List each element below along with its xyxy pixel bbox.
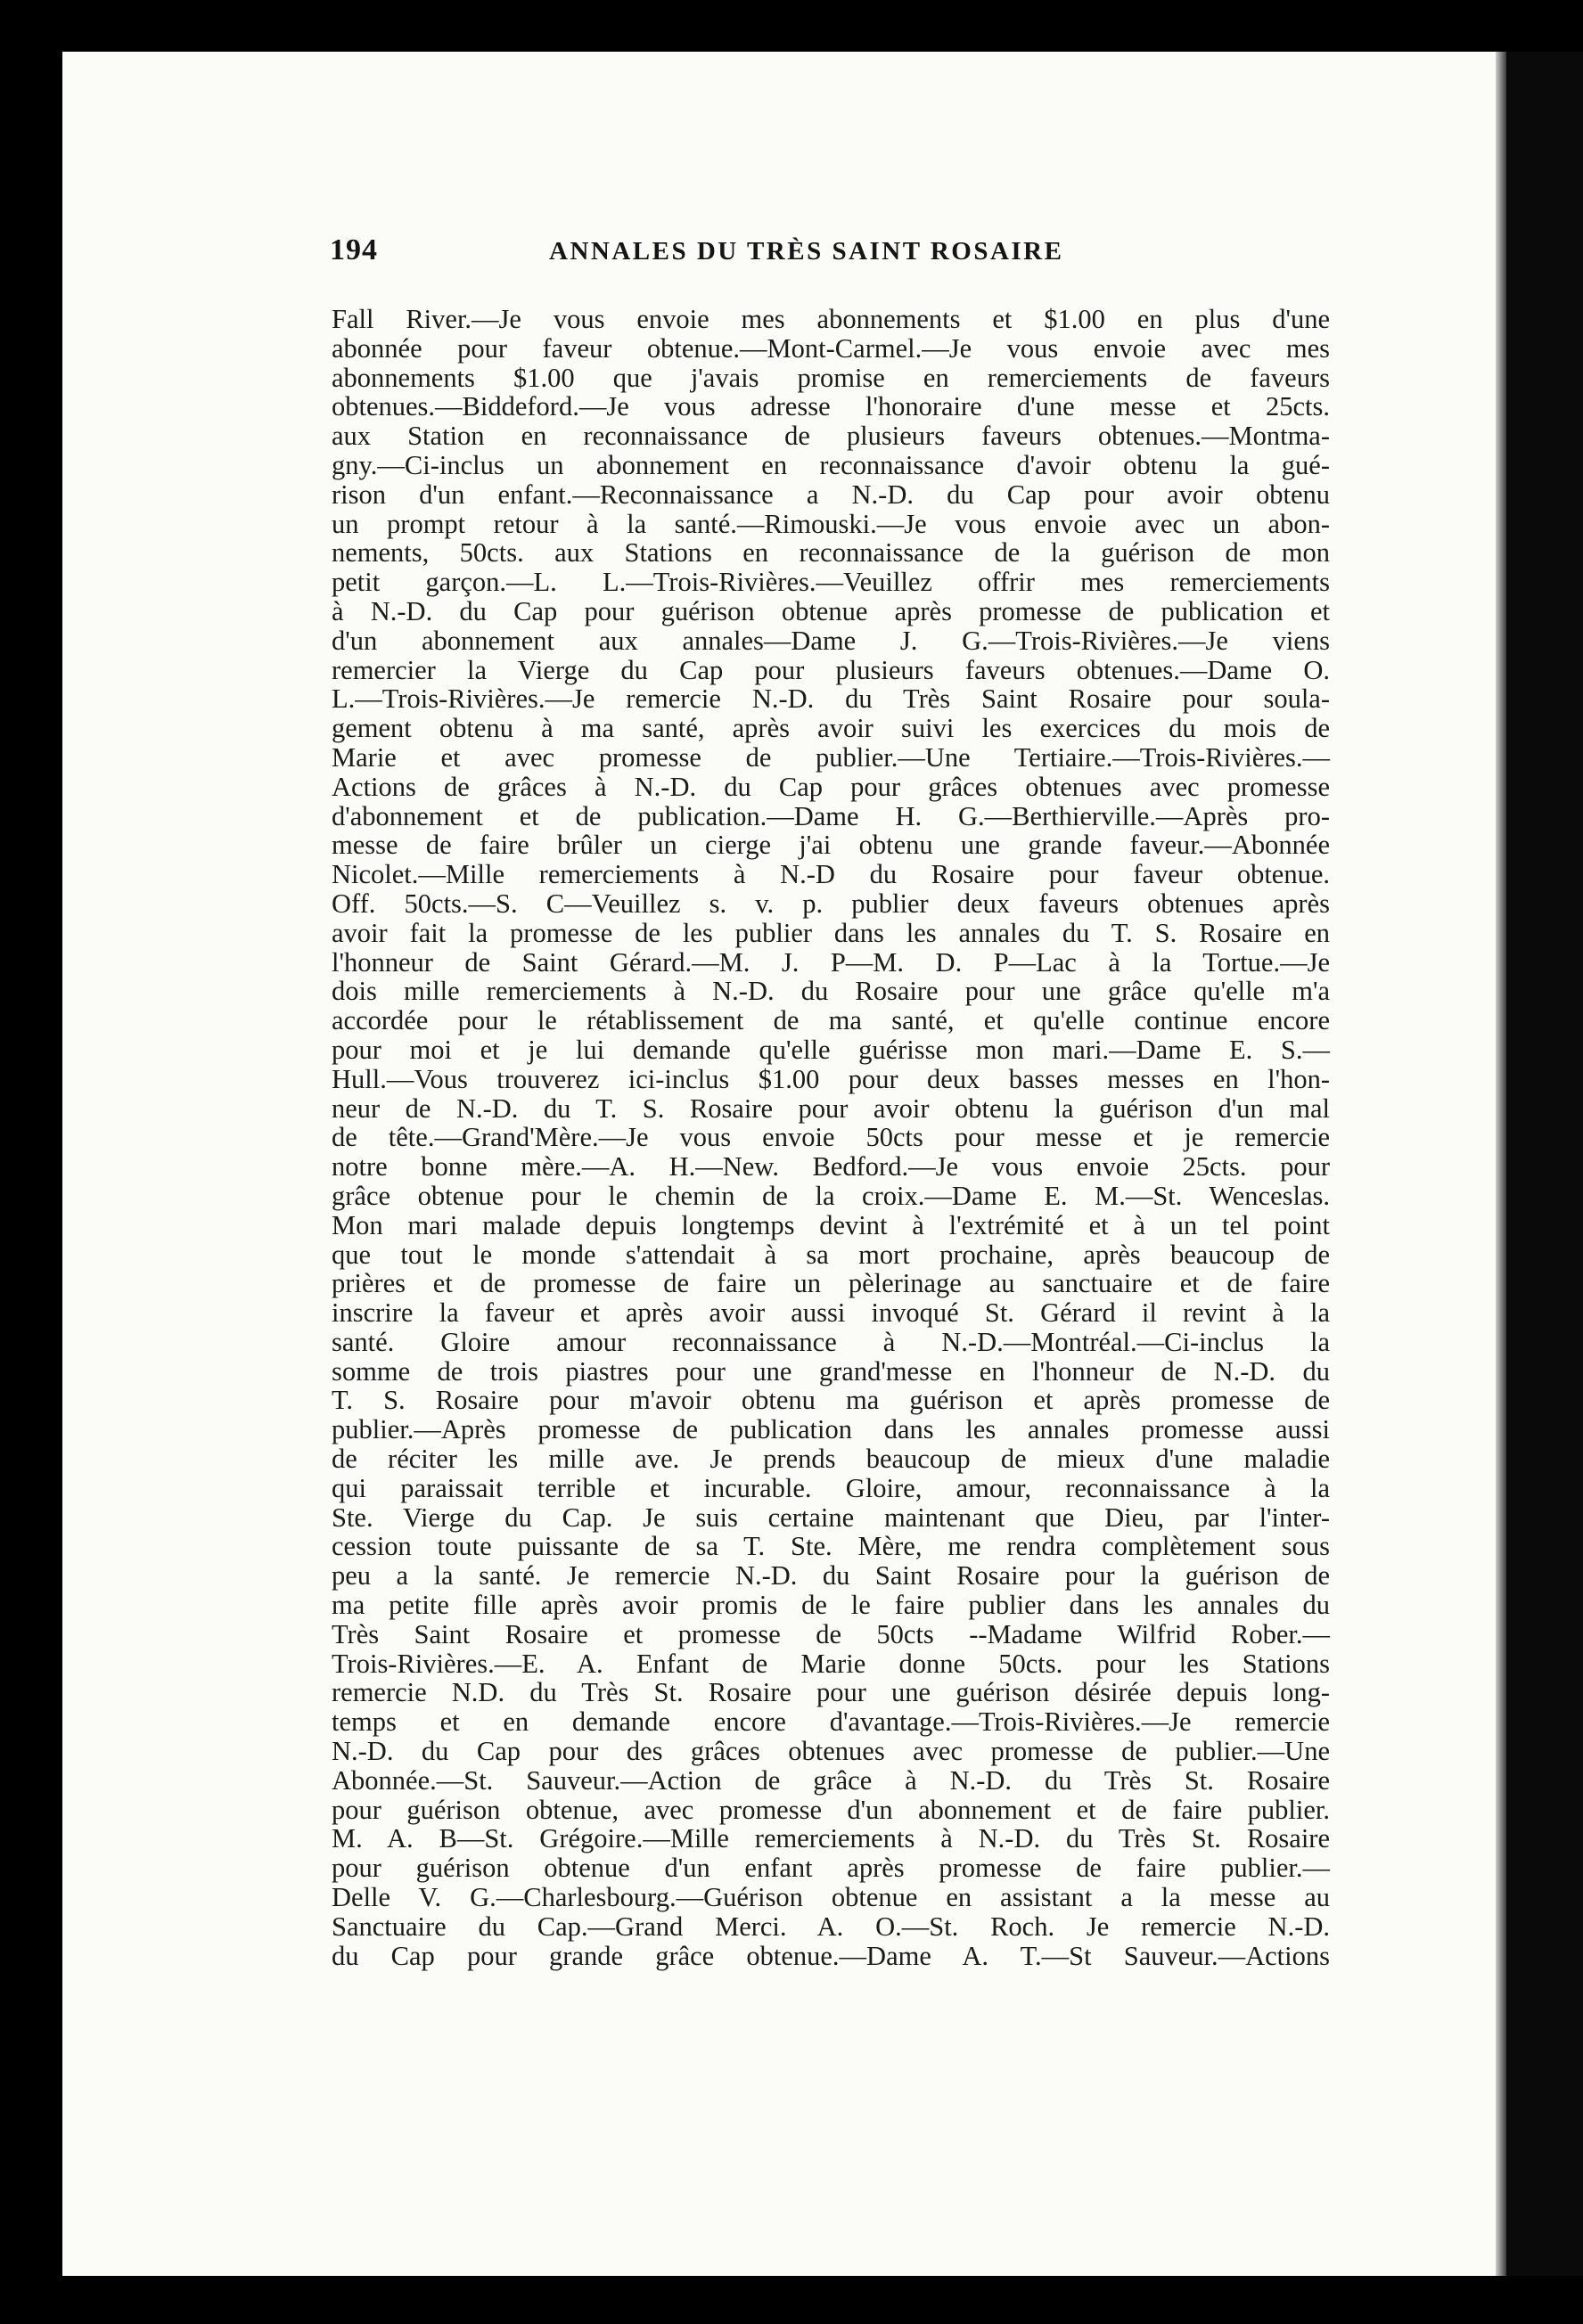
text-line: l'honneur de Saint Gérard.—M. J. P—M. D. P—Lac à la Tortue.—Je <box>332 946 1330 978</box>
text-line: obtenues.—Biddeford.—Je vous adresse l'honoraire d'une messe et 25cts. <box>332 391 1330 422</box>
text-line: rison d'un enfant.—Reconnaissance a N.-D. du Cap pour avoir obtenu <box>332 479 1330 510</box>
text-line: grâce obtenue pour le chemin de la croix.—Dame E. M.—St. Wenceslas. <box>332 1180 1330 1211</box>
text-line: de réciter les mille ave. Je prends beaucoup de mieux d'une maladie <box>332 1444 1330 1475</box>
text-line: notre bonne mère.—A. H.—New. Bedford.—Je vous envoie 25cts. pour <box>332 1151 1330 1182</box>
text-line: un prompt retour à la santé.—Rimouski.—Je vous envoie avec un abon- <box>332 508 1330 539</box>
text-line: abonnée pour faveur obtenue.—Mont-Carmel.—Je vous envoie avec mes <box>332 332 1330 364</box>
text-line: prières et de promesse de faire un pèlerinage au sanctuaire et de faire <box>332 1268 1330 1299</box>
text-line: Actions de grâces à N.-D. du Cap pour grâces obtenues avec promesse <box>332 771 1330 802</box>
text-line: publier.—Après promesse de publication dans les annales promesse aussi <box>332 1414 1330 1445</box>
text-line: du Cap pour grande grâce obtenue.—Dame A. T.—St Sauveur.—Actions <box>332 1940 1330 1971</box>
text-line: Fall River.—Je vous envoie mes abonnements et $1.00 en plus d'une <box>332 304 1330 334</box>
text-line: peu a la santé. Je remercie N.-D. du Saint Rosaire pour la guérison de <box>332 1560 1330 1592</box>
text-line: gement obtenu à ma santé, après avoir suivi les exercices du mois de <box>332 713 1330 744</box>
text-line: remercie N.D. du Très St. Rosaire pour une guérison désirée depuis long- <box>332 1677 1330 1708</box>
body-text <box>332 305 1330 1970</box>
text-line: Off. 50cts.—S. C—Veuillez s. v. p. publier deux faveurs obtenues après <box>332 888 1330 919</box>
text-line: Mon mari malade depuis longtemps devint à l'extrémité et à un tel point <box>332 1209 1330 1240</box>
text-line: santé. Gloire amour reconnaissance à N.-D.—Montréal.—Ci-inclus la <box>332 1326 1330 1357</box>
text-line: d'abonnement et de publication.—Dame H. G.—Berthierville.—Après pro- <box>332 800 1330 831</box>
text-line: Trois-Rivières.—E. A. Enfant de Marie donne 50cts. pour les Stations <box>332 1648 1330 1679</box>
text-line: pour guérison obtenue d'un enfant après promesse de faire publier.— <box>332 1853 1330 1884</box>
text-line: abonnements $1.00 que j'avais promise en remerciements de faveurs <box>332 362 1330 393</box>
text-line: Abonnée.—St. Sauveur.—Action de grâce à N.-D. du Très St. Rosaire <box>332 1764 1330 1796</box>
text-line: Ste. Vierge du Cap. Je suis certaine maintenant que Dieu, par l'inter- <box>332 1502 1330 1533</box>
text-line: T. S. Rosaire pour m'avoir obtenu ma guérison et après promesse de <box>332 1385 1330 1416</box>
text-line: inscrire la faveur et après avoir aussi invoqué St. Gérard il revint à la <box>332 1297 1330 1329</box>
text-line: pour moi et je lui demande qu'elle guérisse mon mari.—Dame E. S.— <box>332 1034 1330 1065</box>
text-line: avoir fait la promesse de les publier dans les annales du T. S. Rosaire en <box>332 917 1330 948</box>
text-line: pour guérison obtenue, avec promesse d'un abonnement et de faire publier. <box>332 1794 1330 1825</box>
text-line: Delle V. G.—Charlesbourg.—Guérison obtenue en assistant a la messe au <box>332 1882 1330 1913</box>
text-line: petit garçon.—L. L.—Trois-Rivières.—Veuillez offrir mes remerciements <box>332 567 1330 598</box>
text-line: Nicolet.—Mille remerciements à N.-D du Rosaire pour faveur obtenue. <box>332 859 1330 890</box>
running-title: ANNALES DU TRÈS SAINT ROSAIRE <box>549 237 1064 266</box>
text-line: remercier la Vierge du Cap pour plusieurs faveurs obtenues.—Dame O. <box>332 654 1330 685</box>
adjacent-page-strip <box>1506 52 1583 2276</box>
text-line: Très Saint Rosaire et promesse de 50cts --Madame Wilfrid Rober.— <box>332 1618 1330 1649</box>
text-line: nements, 50cts. aux Stations en reconnaissance de la guérison de mon <box>332 537 1330 569</box>
text-line: temps et en demande encore d'avantage.—Trois-Rivières.—Je remercie <box>332 1706 1330 1738</box>
running-header <box>330 233 1230 278</box>
page-number: 194 <box>330 233 378 266</box>
text-line: Hull.—Vous trouverez ici-inclus $1.00 pour deux basses messes en l'hon- <box>332 1063 1330 1094</box>
text-line: M. A. B—St. Grégoire.—Mille remerciements à N.-D. du Très St. Rosaire <box>332 1823 1330 1854</box>
text-line: Marie et avec promesse de publier.—Une Tertiaire.—Trois-Rivières.— <box>332 741 1330 773</box>
text-line: L.—Trois-Rivières.—Je remercie N.-D. du Très Saint Rosaire pour soula- <box>332 683 1330 715</box>
text-line: accordée pour le rétablissement de ma santé, et qu'elle continue encore <box>332 1005 1330 1036</box>
text-line: cession toute puissante de sa T. Ste. Mère, me rendra complètement sous <box>332 1531 1330 1562</box>
text-line: à N.-D. du Cap pour guérison obtenue après promesse de publication et <box>332 595 1330 626</box>
text-line: somme de trois piastres pour une grand'messe en l'honneur de N.-D. du <box>332 1355 1330 1387</box>
text-line: Sanctuaire du Cap.—Grand Merci. A. O.—St. Roch. Je remercie N.-D. <box>332 1911 1330 1942</box>
text-line: d'un abonnement aux annales—Dame J. G.—Trois-Rivières.—Je viens <box>332 625 1330 656</box>
text-line: dois mille remerciements à N.-D. du Rosaire pour une grâce qu'elle m'a <box>332 976 1330 1007</box>
text-line: N.-D. du Cap pour des grâces obtenues avec promesse de publier.—Une <box>332 1736 1330 1767</box>
text-line: aux Station en reconnaissance de plusieurs faveurs obtenues.—Montma- <box>332 421 1330 452</box>
text-line: ma petite fille après avoir promis de le faire publier dans les annales du <box>332 1590 1330 1621</box>
text-line: neur de N.-D. du T. S. Rosaire pour avoir obtenu la guérison d'un mal <box>332 1092 1330 1124</box>
text-line: de tête.—Grand'Mère.—Je vous envoie 50cts pour messe et je remercie <box>332 1122 1330 1153</box>
text-line: gny.—Ci-inclus un abonnement en reconnaissance d'avoir obtenu la gué- <box>332 449 1330 480</box>
text-line: que tout le monde s'attendait à sa mort prochaine, après beaucoup de <box>332 1239 1330 1270</box>
text-line: qui paraissait terrible et incurable. Gloire, amour, reconnaissance à la <box>332 1472 1330 1503</box>
text-line: messe de faire brûler un cierge j'ai obtenu une grande faveur.—Abonnée <box>332 830 1330 861</box>
page-edge-shadow <box>1496 52 1506 2276</box>
